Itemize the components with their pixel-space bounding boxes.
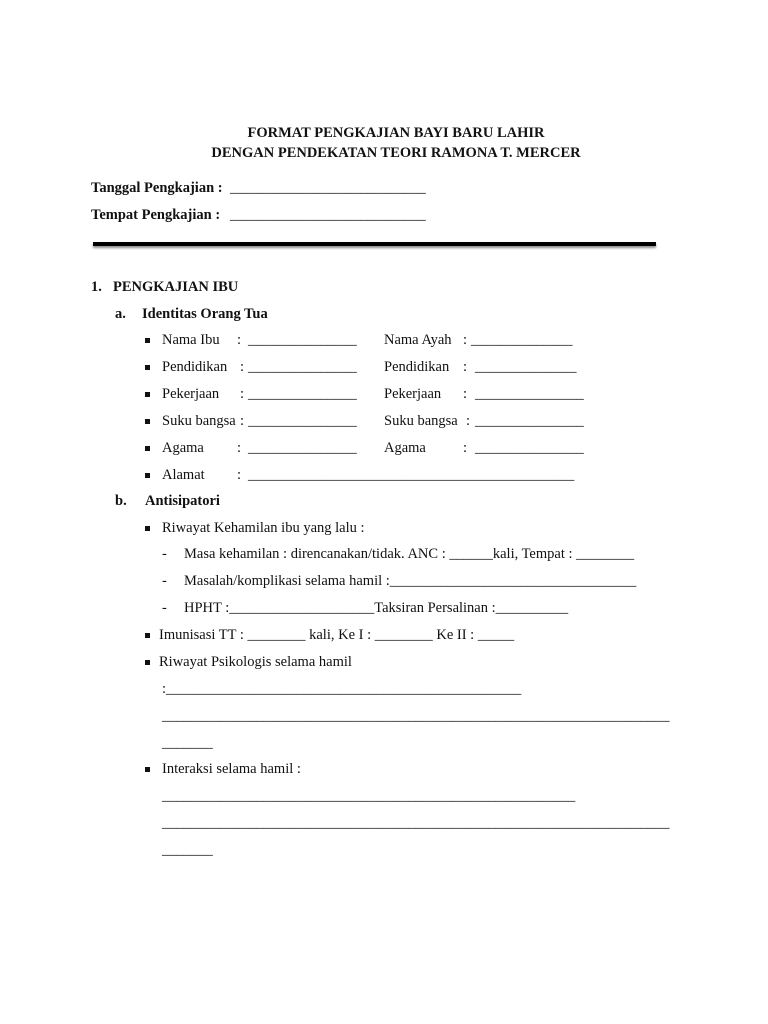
pregnancy-history-label: Riwayat Kehamilan ibu yang lalu : xyxy=(162,520,365,536)
colon: : xyxy=(237,440,242,456)
colon: : xyxy=(463,359,468,375)
father-religion-label: Agama xyxy=(384,440,426,456)
father-occupation-label: Pekerjaan xyxy=(384,386,442,402)
interaction-field-line1[interactable]: _________________________________________________________ xyxy=(162,788,576,804)
hpht-line[interactable]: HPHT :____________________Taksiran Persalinan :__________ xyxy=(184,600,569,616)
mother-name-field[interactable]: _______________ xyxy=(248,332,357,348)
father-name-label: Nama Ayah xyxy=(384,332,452,348)
bullet-icon xyxy=(145,338,150,343)
father-religion-field[interactable]: _______________ xyxy=(475,440,584,456)
date-field[interactable]: ___________________________ xyxy=(230,180,426,196)
bullet-icon xyxy=(145,365,150,370)
place-label: Tempat Pengkajian : xyxy=(91,207,221,223)
father-ethnicity-label: Suku bangsa xyxy=(384,413,458,429)
place-field[interactable]: ___________________________ xyxy=(230,207,426,223)
mother-occupation-label: Pekerjaan xyxy=(162,386,220,402)
mother-ethnicity-label: Suku bangsa xyxy=(162,413,236,429)
bullet-icon xyxy=(145,660,150,665)
mother-name-label: Nama Ibu xyxy=(162,332,220,348)
mother-occupation-field[interactable]: _______________ xyxy=(248,386,357,402)
colon: : xyxy=(466,413,471,429)
complications-line[interactable]: Masalah/komplikasi selama hamil :__________________________________ xyxy=(184,573,637,589)
interaction-field-line3[interactable]: _______ xyxy=(162,842,213,858)
section-title: PENGKAJIAN IBU xyxy=(113,279,239,295)
colon: : xyxy=(463,332,468,348)
header-divider xyxy=(93,242,656,246)
psychology-field-line3[interactable]: _______ xyxy=(162,735,213,751)
bullet-icon xyxy=(145,392,150,397)
interaction-label: Interaksi selama hamil : xyxy=(162,761,301,777)
bullet-icon xyxy=(145,526,150,531)
colon: : xyxy=(240,386,245,402)
immunization-line[interactable]: Imunisasi TT : ________ kali, Ke I : ________ Ke II : _____ xyxy=(159,627,515,643)
mother-education-field[interactable]: _______________ xyxy=(248,359,357,375)
colon: : xyxy=(240,413,245,429)
interaction-field-line2[interactable]: ______________________________________________________________________ xyxy=(162,815,670,831)
father-education-field[interactable]: ______________ xyxy=(475,359,577,375)
form-title-line1: FORMAT PENGKAJIAN BAYI BARU LAHIR xyxy=(247,125,545,141)
dash-bullet: - xyxy=(162,546,167,562)
bullet-icon xyxy=(145,473,150,478)
bullet-icon xyxy=(145,633,150,638)
colon: : xyxy=(463,386,468,402)
form-title-line2: DENGAN PENDEKATAN TEORI RAMONA T. MERCER xyxy=(211,145,581,161)
dash-bullet: - xyxy=(162,600,167,616)
colon: : xyxy=(237,332,242,348)
mother-ethnicity-field[interactable]: _______________ xyxy=(248,413,357,429)
father-occupation-field[interactable]: _______________ xyxy=(475,386,584,402)
psychology-field-line1[interactable]: :_________________________________________________ xyxy=(162,681,522,697)
psychology-field-line2[interactable]: ______________________________________________________________________ xyxy=(162,708,670,724)
pregnancy-period-line[interactable]: Masa kehamilan : direncanakan/tidak. ANC : ______kali, Tempat : ________ xyxy=(184,546,635,562)
father-education-label: Pendidikan xyxy=(384,359,450,375)
mother-religion-label: Agama xyxy=(162,440,204,456)
bullet-icon xyxy=(145,419,150,424)
psychology-history-label: Riwayat Psikologis selama hamil xyxy=(159,654,352,670)
father-ethnicity-field[interactable]: _______________ xyxy=(475,413,584,429)
date-label: Tanggal Pengkajian : xyxy=(91,180,223,196)
colon: : xyxy=(237,467,242,483)
subsection-a-title: Identitas Orang Tua xyxy=(142,306,268,322)
father-name-field[interactable]: ______________ xyxy=(471,332,573,348)
subsection-a-letter: a. xyxy=(115,306,126,322)
subsection-b-letter: b. xyxy=(115,493,127,509)
bullet-icon xyxy=(145,767,150,772)
colon: : xyxy=(463,440,468,456)
mother-religion-field[interactable]: _______________ xyxy=(248,440,357,456)
address-label: Alamat xyxy=(162,467,205,483)
section-number: 1. xyxy=(91,279,102,295)
dash-bullet: - xyxy=(162,573,167,589)
address-field[interactable]: _____________________________________________ xyxy=(248,467,575,483)
subsection-b-title: Antisipatori xyxy=(145,493,220,509)
bullet-icon xyxy=(145,446,150,451)
mother-education-label: Pendidikan xyxy=(162,359,228,375)
colon: : xyxy=(240,359,245,375)
